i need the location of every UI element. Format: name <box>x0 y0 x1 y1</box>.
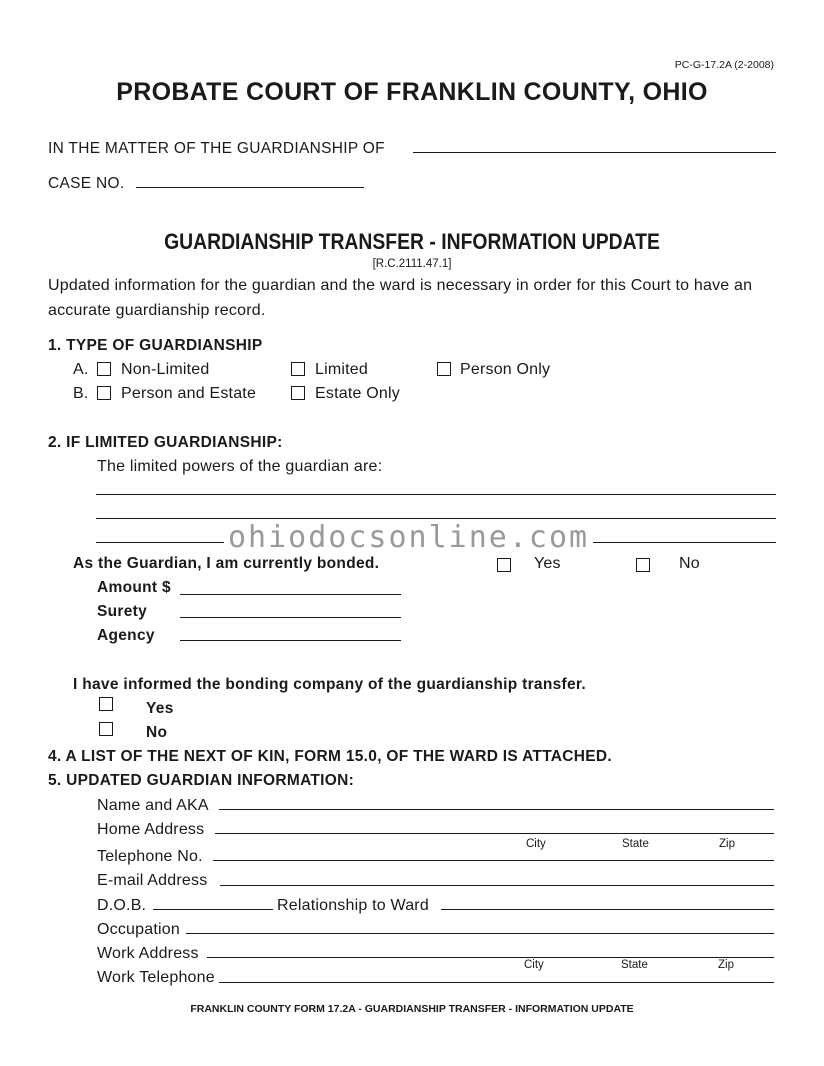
telephone-field[interactable] <box>213 860 774 861</box>
bonded-yes-checkbox[interactable] <box>497 558 511 572</box>
bonded-no-checkbox[interactable] <box>636 558 650 572</box>
name-aka-field[interactable] <box>219 809 774 810</box>
watermark: ohiodocsonline.com <box>224 520 593 555</box>
person-and-estate-checkbox[interactable] <box>97 386 111 400</box>
case-no-label: CASE NO. <box>48 175 125 192</box>
section-1-heading: 1. TYPE OF GUARDIANSHIP <box>48 337 263 354</box>
court-title: PROBATE COURT OF FRANKLIN COUNTY, OHIO <box>116 78 708 106</box>
work-address-label: Work Address <box>97 945 199 962</box>
home-zip-caption: Zip <box>719 838 735 850</box>
statute-reference: [R.C.2111.47.1] <box>372 258 452 270</box>
dob-field[interactable] <box>153 909 273 910</box>
email-field[interactable] <box>220 885 774 886</box>
row-b-label: B. <box>73 385 89 402</box>
amount-label: Amount $ <box>97 579 171 596</box>
agency-label: Agency <box>97 627 155 644</box>
informed-yes-label: Yes <box>146 700 174 717</box>
work-address-field[interactable] <box>207 957 774 958</box>
home-address-label: Home Address <box>97 821 205 838</box>
footer-text: FRANKLIN COUNTY FORM 17.2A - GUARDIANSHIP TRANSFER - INFORMATION UPDATE <box>190 1003 634 1015</box>
person-and-estate-label: Person and Estate <box>121 385 257 402</box>
section-4-heading: 4. A LIST OF THE NEXT OF KIN, FORM 15.0, OF THE WARD IS ATTACHED. <box>48 748 613 765</box>
occupation-field[interactable] <box>186 933 774 934</box>
work-telephone-field[interactable] <box>219 982 774 983</box>
agency-field[interactable] <box>180 640 401 641</box>
limited-label: Limited <box>315 361 368 378</box>
work-telephone-label: Work Telephone <box>97 969 215 986</box>
estate-only-checkbox[interactable] <box>291 386 305 400</box>
row-a-label: A. <box>73 361 89 378</box>
intro-line-2: accurate guardianship record. <box>48 302 266 319</box>
dob-label: D.O.B. <box>97 897 147 914</box>
name-aka-label: Name and AKA <box>97 797 209 814</box>
bonded-question: As the Guardian, I am currently bonded. <box>73 555 380 572</box>
home-city-caption: City <box>526 838 546 850</box>
occupation-label: Occupation <box>97 921 180 938</box>
intro-line-1: Updated information for the guardian and the ward is necessary in order for this Court to have an <box>48 277 753 294</box>
non-limited-checkbox[interactable] <box>97 362 111 376</box>
person-only-checkbox[interactable] <box>437 362 451 376</box>
case-no-field[interactable] <box>136 187 364 188</box>
surety-label: Surety <box>97 603 148 620</box>
amount-field[interactable] <box>180 594 401 595</box>
home-address-field[interactable] <box>215 833 774 834</box>
email-label: E-mail Address <box>97 872 208 889</box>
bonded-yes-label: Yes <box>534 555 561 572</box>
section-2-heading: 2. IF LIMITED GUARDIANSHIP: <box>48 434 283 451</box>
limited-checkbox[interactable] <box>291 362 305 376</box>
informed-yes-checkbox[interactable] <box>99 697 113 711</box>
informed-statement: I have informed the bonding company of the guardianship transfer. <box>73 676 586 693</box>
informed-no-label: No <box>146 724 168 741</box>
surety-field[interactable] <box>180 617 401 618</box>
relationship-label: Relationship to Ward <box>277 897 429 914</box>
work-city-caption: City <box>524 959 544 971</box>
work-zip-caption: Zip <box>718 959 734 971</box>
informed-no-checkbox[interactable] <box>99 722 113 736</box>
section-5-heading: 5. UPDATED GUARDIAN INFORMATION: <box>48 772 355 789</box>
bonded-no-label: No <box>679 555 700 572</box>
telephone-label: Telephone No. <box>97 848 203 865</box>
person-only-label: Person Only <box>460 361 551 378</box>
limited-powers-line-1[interactable] <box>96 494 776 495</box>
work-state-caption: State <box>621 959 648 971</box>
form-code: PC-G-17.2A (2-2008) <box>674 59 774 71</box>
ward-name-field[interactable] <box>413 152 776 153</box>
home-state-caption: State <box>622 838 649 850</box>
limited-powers-label: The limited powers of the guardian are: <box>97 458 383 475</box>
matter-label: IN THE MATTER OF THE GUARDIANSHIP OF <box>48 140 385 157</box>
relationship-field[interactable] <box>441 909 774 910</box>
estate-only-label: Estate Only <box>315 385 400 402</box>
non-limited-label: Non-Limited <box>121 361 210 378</box>
limited-powers-line-2[interactable] <box>96 518 776 519</box>
form-title: GUARDIANSHIP TRANSFER - INFORMATION UPDATE <box>164 229 660 254</box>
